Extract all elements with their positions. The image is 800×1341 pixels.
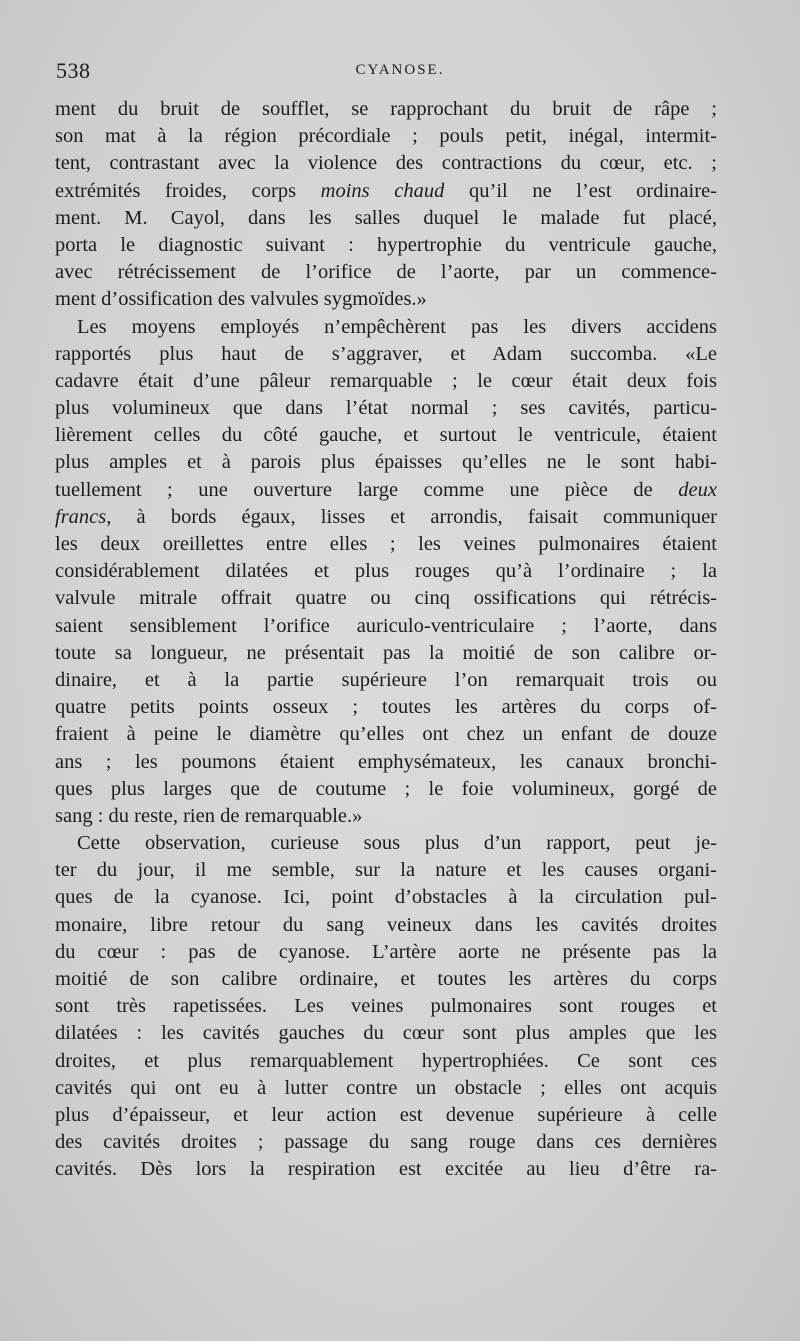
text-line xyxy=(55,830,717,857)
line-text: droites, et plus remarquablement hypertrophiées. Ce sont ces xyxy=(55,1049,717,1072)
line-text: quatre petits points osseux ; toutes les artères du corps of- xyxy=(55,696,717,719)
body-text xyxy=(55,96,717,1184)
line-text: considérablement dilatées et plus rouges qu’à l’ordinaire ; la xyxy=(55,560,717,583)
text-line xyxy=(55,1075,717,1102)
line-text: tuellement ; une ouverture large comme une pièce de xyxy=(55,478,679,501)
text-line xyxy=(55,449,717,476)
italic-text: francs xyxy=(55,505,107,528)
line-text: plus amples et à parois plus épaisses qu’elles ne le sont habi- xyxy=(55,451,717,474)
page-header xyxy=(56,58,744,90)
page-number: 538 xyxy=(56,58,91,83)
text-line xyxy=(55,1102,717,1129)
text-line xyxy=(55,205,717,232)
text-line xyxy=(55,694,717,721)
line-text: valvule mitrale offrait quatre ou cinq ossifications qui rétrécis- xyxy=(55,587,717,610)
text-line xyxy=(55,857,717,884)
line-text: cavités. Dès lors la respiration est excitée au lieu d’être ra- xyxy=(55,1158,717,1181)
text-line xyxy=(55,422,717,449)
running-head: CYANOSE. xyxy=(355,62,445,78)
line-text: ans ; les poumons étaient emphysémateux, les canaux bronchi- xyxy=(55,750,717,773)
line-text: toute sa longueur, ne présentait pas la moitié de son calibre or- xyxy=(55,641,717,664)
text-line xyxy=(55,395,717,422)
text-line xyxy=(55,803,717,830)
line-text: ques de la cyanose. Ici, point d’obstacles à la circulation pul- xyxy=(55,886,717,909)
line-text: ment. M. Cayol, dans les salles duquel le malade fut placé, xyxy=(55,206,717,229)
line-text: monaire, libre retour du sang veineux dans les cavités droites xyxy=(55,913,717,936)
line-text: moitié de son calibre ordinaire, et toutes les artères du corps xyxy=(55,968,717,990)
text-line xyxy=(55,1020,717,1047)
text-line xyxy=(55,667,717,694)
line-text: ment du bruit de soufflet, se rapprochant du bruit de râpe ; xyxy=(55,98,717,120)
text-line xyxy=(55,531,717,558)
text-line xyxy=(55,912,717,939)
line-text: porta le diagnostic suivant : hypertrophie du ventricule gauche, xyxy=(55,233,717,256)
line-text: sont très rapetissées. Les veines pulmonaires sont rouges et xyxy=(55,995,717,1018)
text-line xyxy=(55,286,717,313)
text-line xyxy=(55,1156,717,1183)
line-text: ment d’ossification des valvules sygmoïdes.» xyxy=(55,288,427,311)
line-text: du cœur : pas de cyanose. L’artère aorte ne présente pas la xyxy=(55,940,717,963)
text-line xyxy=(55,749,717,776)
line-text: plus d’épaisseur, et leur action est devenue supérieure à celle xyxy=(55,1103,717,1126)
line-text: ques plus larges que de coutume ; le foie volumineux, gorgé de xyxy=(55,777,717,800)
text-line xyxy=(55,259,717,286)
text-line xyxy=(55,368,717,395)
text-line xyxy=(55,585,717,612)
text-line xyxy=(55,314,717,341)
text-line xyxy=(55,939,717,966)
text-line xyxy=(55,640,717,667)
line-text: lièrement celles du côté gauche, et surtout le ventricule, étaient xyxy=(55,424,717,447)
line-text: des cavités droites ; passage du sang rouge dans ces dernières xyxy=(55,1131,717,1154)
line-text: fraient à peine le diamètre qu’elles ont chez un enfant de douze xyxy=(55,723,717,746)
text-line xyxy=(55,1048,717,1075)
line-text: sang : du reste, rien de remarquable.» xyxy=(55,804,363,827)
line-text: cadavre était d’une pâleur remarquable ; le cœur était deux fois xyxy=(55,369,717,392)
line-text: cavités qui ont eu à lutter contre un obstacle ; elles ont acquis xyxy=(55,1076,717,1099)
italic-text: moins chaud xyxy=(320,179,445,202)
text-line xyxy=(55,993,717,1020)
line-text: les deux oreillettes entre elles ; les veines pulmonaires étaient xyxy=(55,533,717,555)
text-line xyxy=(55,613,717,640)
line-text: extrémités froides, corps xyxy=(55,179,321,202)
line-text: , à bords égaux, lisses et arrondis, faisait communiquer xyxy=(106,505,717,528)
text-line xyxy=(55,504,717,531)
text-line xyxy=(55,721,717,748)
line-text: avec rétrécissement de l’orifice de l’aorte, par un commence- xyxy=(55,261,717,284)
line-text: dinaire, et à la partie supérieure l’on remarquait trois ou xyxy=(55,668,717,691)
line-text: tent, contrastant avec la violence des contractions du cœur, etc. ; xyxy=(55,152,717,175)
line-text: son mat à la région précordiale ; pouls petit, inégal, intermit- xyxy=(55,125,717,148)
line-text: dilatées : les cavités gauches du cœur sont plus amples que les xyxy=(55,1022,717,1045)
text-line xyxy=(55,232,717,259)
line-text: qu’il ne l’est ordinaire- xyxy=(444,179,718,202)
text-line xyxy=(55,776,717,803)
text-line xyxy=(55,966,717,993)
line-text: Les moyens employés n’empêchèrent pas les divers accidens xyxy=(77,315,717,338)
text-line xyxy=(55,178,717,205)
line-text: rapportés plus haut de s’aggraver, et Adam succomba. «Le xyxy=(55,342,717,365)
text-line xyxy=(55,150,717,177)
line-text: Cette observation, curieuse sous plus d’un rapport, peut je- xyxy=(77,832,717,855)
line-text: plus volumineux que dans l’état normal ; ses cavités, particu- xyxy=(55,397,717,420)
text-line xyxy=(55,884,717,911)
text-line xyxy=(55,96,717,123)
italic-text: deux xyxy=(678,478,717,501)
text-line xyxy=(55,1129,717,1156)
text-line xyxy=(55,477,717,504)
line-text: ter du jour, il me semble, sur la nature et les causes organi- xyxy=(55,859,717,882)
text-line xyxy=(55,558,717,585)
text-line xyxy=(55,123,717,150)
text-line xyxy=(55,341,717,368)
line-text: saient sensiblement l’orifice auriculo-ventriculaire ; l’aorte, dans xyxy=(55,614,717,637)
